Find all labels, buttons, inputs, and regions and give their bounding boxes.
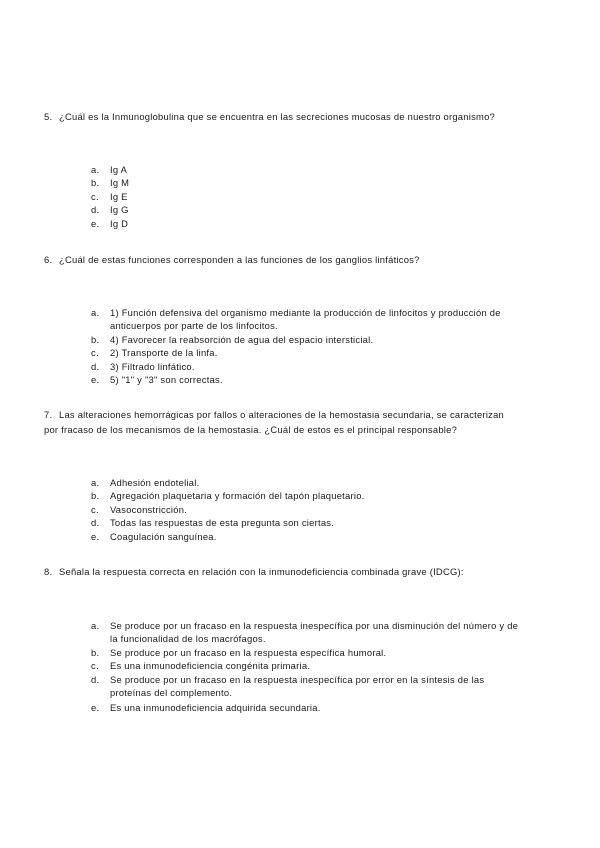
option-letter: b. [91, 490, 100, 502]
option-text: 2) Transporte de la linfa. [110, 347, 218, 359]
option-letter: c. [91, 190, 99, 202]
option-text: Ig A [110, 164, 128, 175]
option-text: Ig D [110, 217, 129, 229]
question-number: 5. [44, 111, 53, 122]
question-number: 7. [44, 409, 53, 420]
option-text: Ig E [110, 190, 128, 202]
option-text: 3) Filtrado linfático. [110, 360, 195, 372]
option-letter: e. [91, 530, 100, 542]
option-text: Vasoconstricción. [110, 503, 188, 515]
option-text: 5) "1" y "3" son correctas. [110, 374, 223, 386]
option-text: Adhesión endotelial. [110, 477, 200, 488]
option-letter: e. [91, 217, 100, 229]
option-letter: d. [91, 204, 100, 216]
option-letter: e. [91, 374, 100, 386]
option-letter: b. [91, 177, 100, 189]
option-text: Ig G [110, 204, 129, 216]
option-text-line-1: Se produce por un fracaso en la respuesta inespecífica por error en la síntesis de las [110, 673, 485, 685]
option-letter: d. [91, 517, 100, 529]
option-letter: a. [91, 164, 100, 175]
option-letter: c. [91, 347, 99, 359]
question-text: ¿Cuál es la Inmunoglobulina que se encuentra en las secreciones mucosas de nuestro organismo? [59, 111, 495, 122]
option-letter: a. [91, 477, 100, 488]
option-text: Todas las respuestas de esta pregunta son ciertas. [110, 517, 335, 529]
option-letter: d. [91, 360, 100, 372]
question-text-line-2: por fracaso de los mecanismos de la hemostasia. ¿Cuál de estos es el principal responsable? [44, 424, 458, 435]
option-letter: b. [91, 646, 100, 658]
option-text: Es una inmunodeficiencia adquirida secundaria. [110, 702, 321, 713]
option-text: Coagulación sanguínea. [110, 530, 217, 542]
option-text-line-2: la funcionalidad de los macrófagos. [110, 633, 266, 645]
option-text-line-1: 1) Función defensiva del organismo mediante la producción de linfocitos y producción de [110, 307, 501, 318]
question-text: Señala la respuesta correcta en relación con la inmunodeficiencia combinada grave (IDCG): [59, 566, 464, 577]
question-number: 6. [44, 254, 53, 265]
option-text: Es una inmunodeficiencia congénita primaria. [110, 660, 311, 672]
option-letter: a. [91, 620, 100, 631]
question-text: ¿Cuál de estas funciones corresponden a las funciones de los ganglios linfáticos? [59, 254, 420, 265]
option-letter: c. [91, 503, 99, 515]
option-letter: c. [91, 660, 99, 672]
option-text-line-2: proteínas del complemento. [110, 687, 233, 698]
option-text: Agregación plaquetaria y formación del tapón plaquetario. [110, 490, 365, 502]
option-text-line-2: anticuerpos por parte de los linfocitos. [110, 320, 278, 332]
option-text: Se produce por un fracaso en la respuesta específica humoral. [110, 646, 387, 658]
option-letter: e. [91, 702, 100, 713]
question-text-line-1: Las alteraciones hemorrágicas por fallos o alteraciones de la hemostasia secundaria, se caracterizan [59, 409, 505, 420]
option-text: 4) Favorecer la reabsorción de agua del espacio intersticial. [110, 334, 374, 345]
question-number: 8. [44, 566, 53, 577]
option-letter: d. [91, 673, 100, 685]
option-text: Ig M [110, 177, 130, 189]
option-letter: a. [91, 307, 100, 318]
option-text-line-1: Se produce por un fracaso en la respuesta inespecífica por una disminución del número y de [110, 620, 519, 631]
option-letter: b. [91, 334, 100, 345]
